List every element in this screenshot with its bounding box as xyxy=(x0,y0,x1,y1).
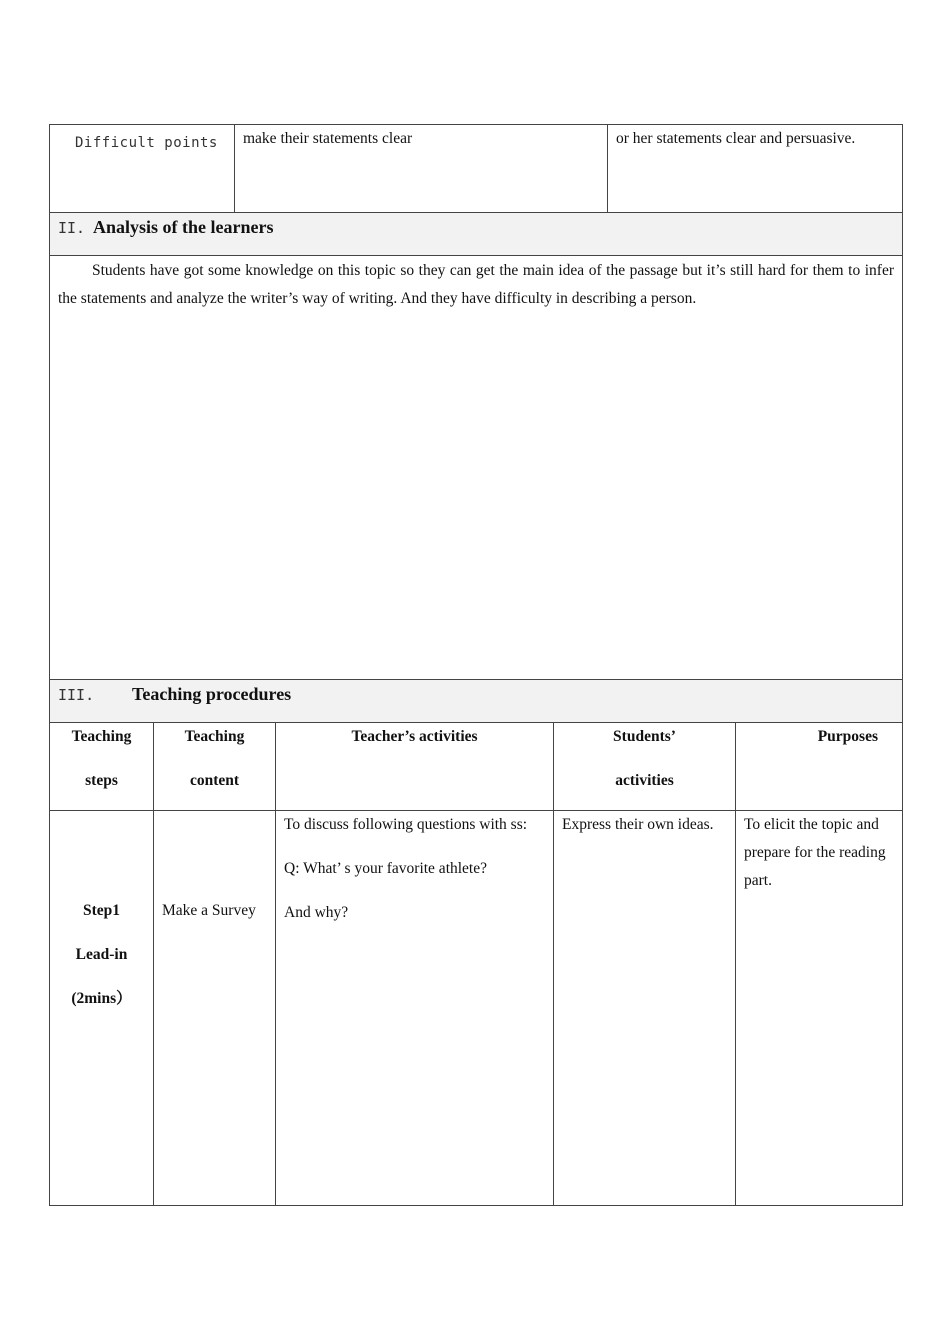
difficult-points-col3: or her statements clear and persuasive. xyxy=(616,130,856,147)
section-2-body: Students have got some knowledge on this topic so they can get the main idea of the passage but it’s still hard for them to infer the statements and analyze the writer’s way of writing. And they have difficulty in describing a person. xyxy=(58,262,894,307)
lesson-plan-page xyxy=(49,124,902,1206)
section-2-body-row xyxy=(50,256,903,680)
step1-purposes: To elicit the topic and prepare for the reading part. xyxy=(744,816,886,889)
step1-teacher-p2: Q: What’ s your favorite athlete? xyxy=(284,860,487,877)
section-3-title: Teaching procedures xyxy=(132,684,292,704)
difficult-points-label: Difficult points xyxy=(75,135,218,151)
section-2-title: Analysis of the learners xyxy=(92,217,274,237)
section-3-header xyxy=(50,680,903,723)
step1-row xyxy=(50,811,903,1206)
header-steps-line2: steps xyxy=(85,772,118,789)
step1-teacher-p1: To discuss following questions with ss: xyxy=(284,816,528,833)
procedures-table xyxy=(49,722,903,1206)
header-content-line2: content xyxy=(189,772,240,789)
step1-content: Make a Survey xyxy=(162,902,256,919)
step1-teacher-p3: And why? xyxy=(284,904,349,921)
step1-label: Step1 xyxy=(82,902,121,919)
step1-duration: (2mins） xyxy=(71,990,132,1007)
analysis-table xyxy=(49,124,903,723)
header-students-line2: activities xyxy=(615,772,674,789)
header-purposes: Purposes xyxy=(817,728,878,745)
header-students-line1: Students’ xyxy=(613,728,676,745)
section-2-numeral: II. xyxy=(58,219,86,237)
header-teacher: Teacher’s activities xyxy=(351,728,478,745)
procedures-header-row xyxy=(50,723,903,811)
step1-phase: Lead-in xyxy=(75,946,128,963)
header-content-line1: Teaching xyxy=(184,728,245,745)
difficult-points-row xyxy=(50,125,903,213)
section-2-header xyxy=(50,213,903,256)
header-steps-line1: Teaching xyxy=(71,728,132,745)
step1-students: Express their own ideas. xyxy=(562,816,714,833)
section-3-numeral: III. xyxy=(58,686,95,704)
difficult-points-col2: make their statements clear xyxy=(243,130,413,147)
